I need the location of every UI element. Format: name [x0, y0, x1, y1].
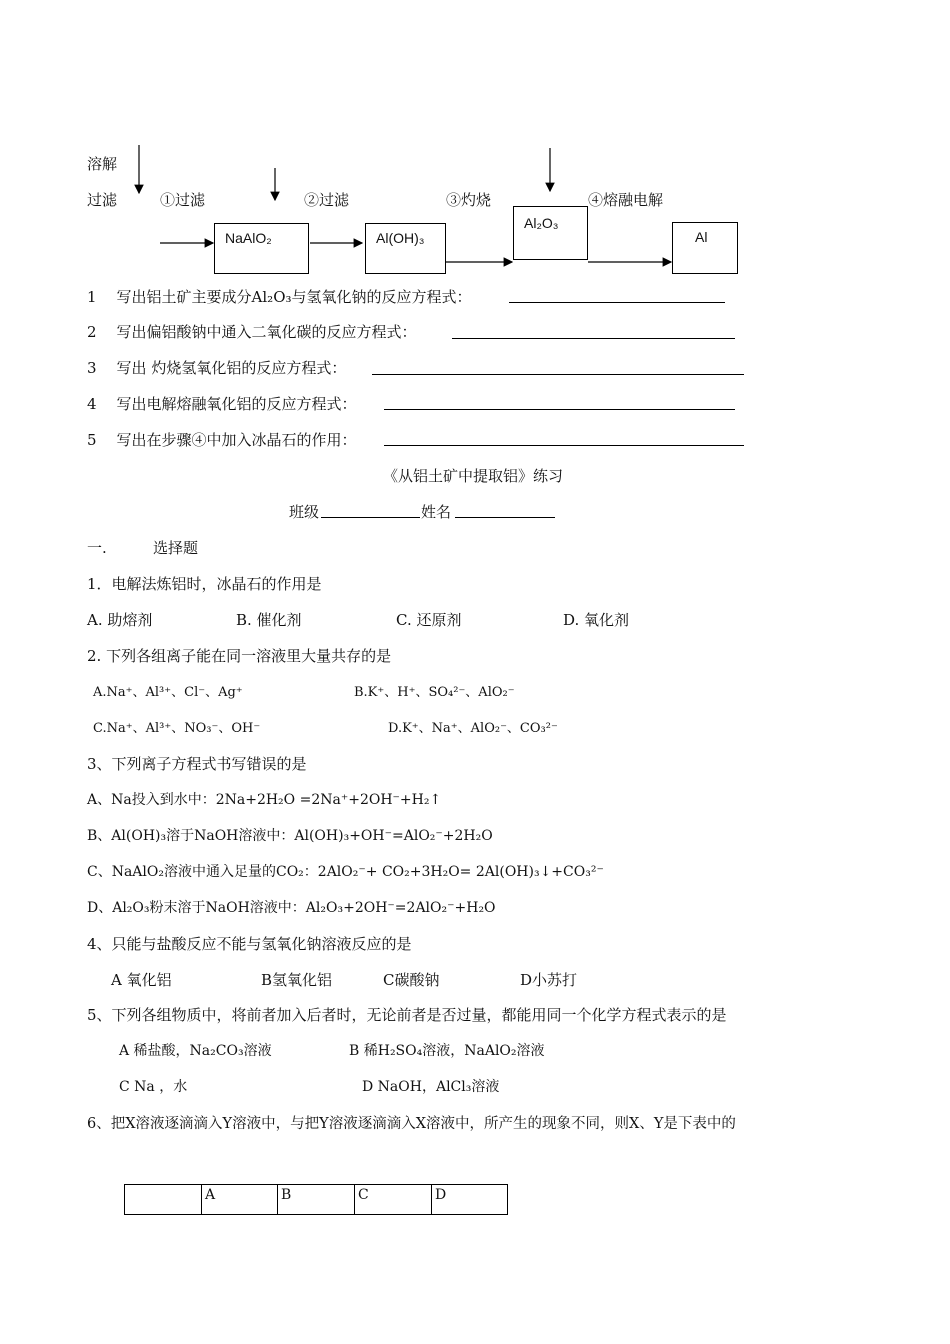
- q1-option-d[interactable]: D. 氧化剂: [563, 611, 630, 629]
- table-cell-c: C: [355, 1185, 432, 1215]
- q5-option-b[interactable]: B 稀H₂SO₄溶液，NaAlO₂溶液: [349, 1043, 545, 1059]
- table-cell-blank: [125, 1185, 202, 1215]
- q2-option-d[interactable]: D.K⁺、Na⁺、AlO₂⁻、CO₃²⁻: [388, 721, 558, 736]
- question-3: 3 写出 灼烧氢氧化铝的反应方程式：: [87, 359, 347, 377]
- q2-option-b[interactable]: B.K⁺、H⁺、SO₄²⁻、AlO₂⁻: [354, 685, 515, 700]
- q4-stem: 4、只能与盐酸反应不能与氢氧化钠溶液反应的是: [87, 935, 412, 953]
- q6-table: [124, 1184, 508, 1215]
- q3-option-c[interactable]: C、NaAlO₂溶液中通入足量的CO₂：2AlO₂⁻+ CO₂+3H₂O= 2Al(OH)₃↓+CO₃²⁻: [87, 864, 604, 880]
- name-field[interactable]: [455, 517, 555, 518]
- label-step2: ②过滤: [304, 191, 350, 209]
- label-step3: ③灼烧: [446, 191, 492, 209]
- q6-stem: 6、把X溶液逐滴滴入Y溶液中，与把Y溶液逐滴滴入X溶液中，所产生的现象不同，则X、Y是下表中的: [87, 1116, 736, 1132]
- q4-option-b[interactable]: B氢氧化铝: [261, 971, 333, 989]
- q3-option-b[interactable]: B、Al(OH)₃溶于NaOH溶液中：Al(OH)₃+OH⁻=AlO₂⁻+2H₂O: [87, 828, 493, 844]
- question-5: 5 写出在步骤④中加入冰晶石的作用：: [87, 431, 357, 449]
- q3-stem: 3、下列离子方程式书写错误的是: [87, 755, 307, 773]
- q1-option-a[interactable]: A. 助熔剂: [87, 611, 153, 629]
- answer-line-3[interactable]: [372, 374, 744, 375]
- section-label: 选择题: [153, 539, 199, 557]
- answer-line-4[interactable]: [384, 409, 735, 410]
- box-al: Al: [672, 222, 738, 274]
- q5-stem: 5、下列各组物质中，将前者加入后者时，无论前者是否过量，都能用同一个化学方程式表示的是: [87, 1006, 727, 1024]
- box-naalo2: NaAlO₂: [214, 223, 309, 274]
- class-field[interactable]: [321, 517, 420, 518]
- section-number: 一.: [87, 539, 107, 557]
- question-4: 4 写出电解熔融氧化铝的反应方程式：: [87, 395, 357, 413]
- answer-line-2[interactable]: [452, 338, 735, 339]
- q2-option-a[interactable]: A.Na⁺、Al³⁺、Cl⁻、Ag⁺: [93, 685, 243, 700]
- q1-option-c[interactable]: C. 还原剂: [396, 611, 462, 629]
- q1-option-b[interactable]: B. 催化剂: [236, 611, 302, 629]
- table-cell-a: A: [202, 1185, 278, 1215]
- box-al2o3: Al₂O₃: [513, 206, 588, 260]
- q5-option-c[interactable]: C Na ，水: [119, 1079, 188, 1095]
- box-aloh3: Al(OH)₃: [365, 223, 446, 274]
- q5-option-d[interactable]: D NaOH，AlCl₃溶液: [362, 1079, 500, 1095]
- q2-stem: 2. 下列各组离子能在同一溶液里大量共存的是: [87, 647, 392, 665]
- label-step1: ①过滤: [160, 191, 206, 209]
- table-cell-d: D: [432, 1185, 508, 1215]
- question-1: 1 写出铝土矿主要成分Al₂O₃与氢氧化钠的反应方程式：: [87, 288, 472, 306]
- label-dissolve: 溶解: [87, 155, 118, 173]
- table-cell-b: B: [278, 1185, 355, 1215]
- answer-line-5[interactable]: [384, 445, 744, 446]
- page-title: 《从铝土矿中提取铝》练习: [383, 467, 564, 485]
- q5-option-a[interactable]: A 稀盐酸，Na₂CO₃溶液: [119, 1043, 272, 1059]
- q4-option-d[interactable]: D小苏打: [520, 971, 578, 989]
- label-filter: 过滤: [87, 191, 118, 209]
- q3-option-d[interactable]: D、Al₂O₃粉末溶于NaOH溶液中：Al₂O₃+2OH⁻=2AlO₂⁻+H₂O: [87, 900, 496, 916]
- q2-option-c[interactable]: C.Na⁺、Al³⁺、NO₃⁻、OH⁻: [93, 721, 261, 736]
- q1-stem: 1．电解法炼铝时，冰晶石的作用是: [87, 575, 322, 593]
- name-label: 姓名: [421, 503, 452, 521]
- q4-option-c[interactable]: C碳酸钠: [383, 971, 440, 989]
- question-2: 2 写出偏铝酸钠中通入二氧化碳的反应方程式：: [87, 323, 417, 341]
- label-step4: ④熔融电解: [588, 191, 664, 209]
- q3-option-a[interactable]: A、Na投入到水中：2Na+2H₂O =2Na⁺+2OH⁻+H₂↑: [87, 792, 442, 808]
- class-label: 班级: [289, 503, 320, 521]
- answer-line-1[interactable]: [509, 302, 725, 303]
- table-row: [125, 1185, 508, 1215]
- q4-option-a[interactable]: A 氧化铝: [111, 971, 172, 989]
- flow-arrows: [0, 0, 950, 290]
